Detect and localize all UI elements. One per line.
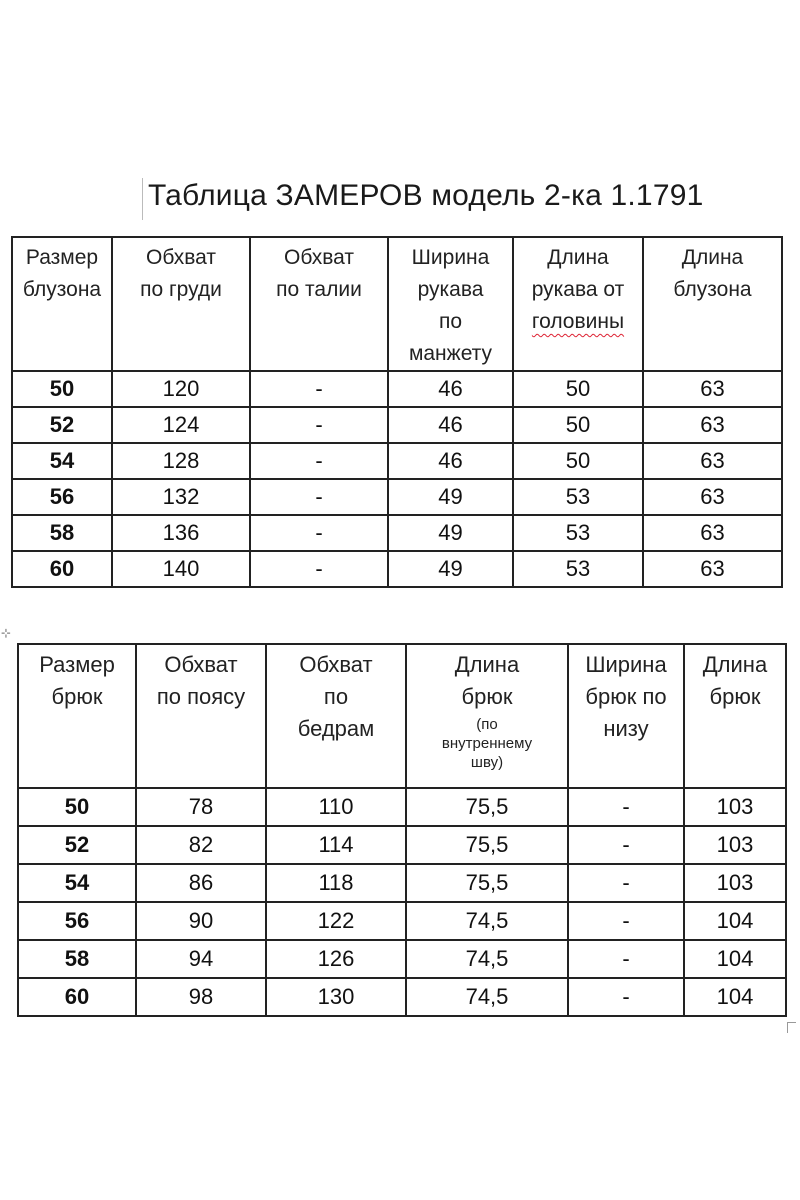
measurement-cell: 75,5 bbox=[406, 864, 568, 902]
table-header-row bbox=[12, 237, 782, 371]
header-waist-girth: Обхват по поясу bbox=[136, 644, 266, 788]
header-blouse-size: Размер блузона bbox=[12, 237, 112, 371]
table-row bbox=[12, 551, 782, 587]
measurement-cell: 49 bbox=[388, 551, 513, 587]
measurement-cell: 114 bbox=[266, 826, 406, 864]
measurement-cell: 86 bbox=[136, 864, 266, 902]
measurement-cell: 128 bbox=[112, 443, 250, 479]
measurement-cell: 46 bbox=[388, 443, 513, 479]
table-row bbox=[18, 826, 786, 864]
measurement-cell: - bbox=[250, 371, 388, 407]
measurement-cell: 63 bbox=[643, 371, 782, 407]
table-row bbox=[12, 407, 782, 443]
size-cell: 50 bbox=[18, 788, 136, 826]
table-row bbox=[18, 940, 786, 978]
measurement-cell: - bbox=[568, 826, 684, 864]
measurement-cell: - bbox=[250, 515, 388, 551]
measurement-cell: 110 bbox=[266, 788, 406, 826]
measurement-cell: 63 bbox=[643, 551, 782, 587]
measurement-cell: 82 bbox=[136, 826, 266, 864]
measurement-cell: - bbox=[250, 551, 388, 587]
measurement-cell: 132 bbox=[112, 479, 250, 515]
header-outer-length: Длина брюк bbox=[684, 644, 786, 788]
measurement-cell: 140 bbox=[112, 551, 250, 587]
table-row bbox=[12, 515, 782, 551]
size-cell: 58 bbox=[12, 515, 112, 551]
measurement-cell: - bbox=[250, 479, 388, 515]
table-row bbox=[12, 371, 782, 407]
table-row bbox=[12, 479, 782, 515]
measurement-cell: 63 bbox=[643, 479, 782, 515]
measurement-cell: 126 bbox=[266, 940, 406, 978]
measurement-cell: 118 bbox=[266, 864, 406, 902]
header-trousers-size: Размер брюк bbox=[18, 644, 136, 788]
measurement-cell: 50 bbox=[513, 407, 643, 443]
header-chest-girth: Обхват по груди bbox=[112, 237, 250, 371]
measurement-cell: 50 bbox=[513, 371, 643, 407]
measurement-cell: - bbox=[568, 788, 684, 826]
size-cell: 50 bbox=[12, 371, 112, 407]
measurement-cell: 104 bbox=[684, 940, 786, 978]
measurement-cell: - bbox=[568, 902, 684, 940]
table-row bbox=[18, 864, 786, 902]
table-row bbox=[18, 788, 786, 826]
measurement-cell: 75,5 bbox=[406, 826, 568, 864]
header-sleeve-cuff-width: Ширина рукава по манжету bbox=[388, 237, 513, 371]
measurement-cell: 130 bbox=[266, 978, 406, 1016]
table-move-handle-icon[interactable]: ⊹ bbox=[1, 626, 12, 640]
measurement-cell: 103 bbox=[684, 826, 786, 864]
measurement-cell: 78 bbox=[136, 788, 266, 826]
size-cell: 60 bbox=[18, 978, 136, 1016]
size-cell: 54 bbox=[18, 864, 136, 902]
measurement-cell: 50 bbox=[513, 443, 643, 479]
header-waist-girth: Обхват по талии bbox=[250, 237, 388, 371]
size-cell: 56 bbox=[18, 902, 136, 940]
measurement-cell: 74,5 bbox=[406, 978, 568, 1016]
header-blouse-length: Длина блузона bbox=[643, 237, 782, 371]
header-trousers-length: Длина брюк (по внутреннему шву) bbox=[406, 644, 568, 788]
measurement-cell: 46 bbox=[388, 371, 513, 407]
measurement-cell: 120 bbox=[112, 371, 250, 407]
measurement-cell: 53 bbox=[513, 515, 643, 551]
measurement-cell: 136 bbox=[112, 515, 250, 551]
measurement-cell: 74,5 bbox=[406, 902, 568, 940]
trousers-measurements-table bbox=[17, 643, 787, 1017]
measurement-cell: 104 bbox=[684, 902, 786, 940]
table-row bbox=[12, 443, 782, 479]
size-cell: 56 bbox=[12, 479, 112, 515]
blouse-measurements-table bbox=[11, 236, 783, 588]
measurement-cell: 53 bbox=[513, 479, 643, 515]
table-row bbox=[18, 902, 786, 940]
header-hem-width: Ширина брюк по низу bbox=[568, 644, 684, 788]
size-cell: 52 bbox=[18, 826, 136, 864]
size-cell: 58 bbox=[18, 940, 136, 978]
measurement-cell: 63 bbox=[643, 515, 782, 551]
header-sleeve-length: Длина рукава от головины bbox=[513, 237, 643, 371]
measurement-cell: 63 bbox=[643, 407, 782, 443]
table-header-row bbox=[18, 644, 786, 788]
text-cursor-mark bbox=[142, 178, 143, 220]
page-corner-mark bbox=[787, 1022, 796, 1033]
measurement-cell: 49 bbox=[388, 515, 513, 551]
size-cell: 54 bbox=[12, 443, 112, 479]
measurement-cell: - bbox=[568, 864, 684, 902]
measurement-cell: - bbox=[568, 940, 684, 978]
measurement-cell: - bbox=[250, 407, 388, 443]
measurement-cell: 63 bbox=[643, 443, 782, 479]
measurement-cell: - bbox=[568, 978, 684, 1016]
measurement-cell: 75,5 bbox=[406, 788, 568, 826]
measurement-cell: 104 bbox=[684, 978, 786, 1016]
header-hip-girth: Обхват по бедрам bbox=[266, 644, 406, 788]
measurement-cell: 46 bbox=[388, 407, 513, 443]
measurement-cell: 122 bbox=[266, 902, 406, 940]
size-cell: 52 bbox=[12, 407, 112, 443]
measurement-cell: 124 bbox=[112, 407, 250, 443]
measurement-cell: - bbox=[250, 443, 388, 479]
measurement-cell: 94 bbox=[136, 940, 266, 978]
measurement-cell: 103 bbox=[684, 788, 786, 826]
size-cell: 60 bbox=[12, 551, 112, 587]
measurement-cell: 53 bbox=[513, 551, 643, 587]
measurement-cell: 74,5 bbox=[406, 940, 568, 978]
table-row bbox=[18, 978, 786, 1016]
inseam-note: (по внутреннему шву) bbox=[441, 716, 533, 771]
measurement-cell: 103 bbox=[684, 864, 786, 902]
measurement-cell: 49 bbox=[388, 479, 513, 515]
measurement-cell: 98 bbox=[136, 978, 266, 1016]
page-title: Таблица ЗАМЕРОВ модель 2-ка 1.1791 bbox=[148, 179, 704, 212]
measurement-cell: 90 bbox=[136, 902, 266, 940]
